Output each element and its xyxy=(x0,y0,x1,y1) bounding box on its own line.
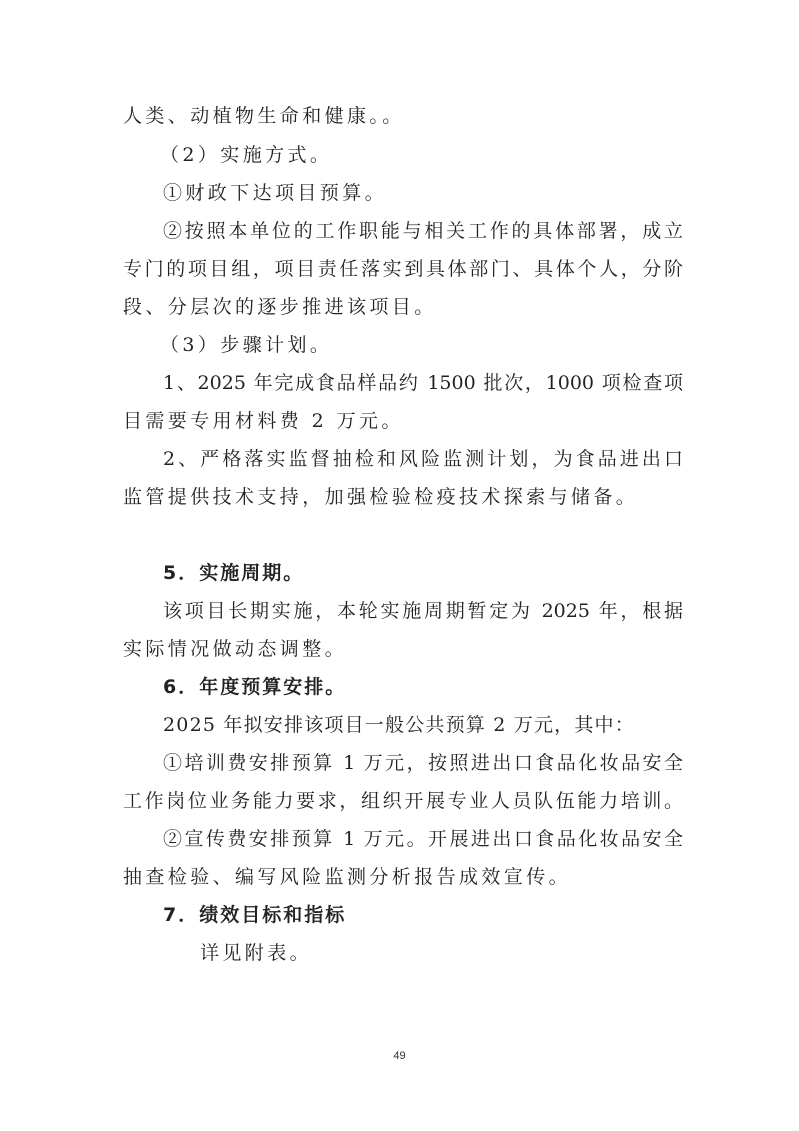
text-line: ②宣传费安排预算 1 万元。开展进出口食品化妆品安全 xyxy=(163,828,683,850)
text-line: ①财政下达项目预算。 xyxy=(163,182,388,204)
text-line: 段、分层次的逐步推进该项目。 xyxy=(123,296,437,318)
text-line: 详见附表。 xyxy=(200,942,313,964)
text-line: 监管提供技术支持，加强检验检疫技术探索与储备。 xyxy=(123,486,639,508)
text-line: 工作岗位业务能力要求，组织开展专业人员队伍能力培训。 xyxy=(123,790,683,812)
text-line: 抽查检验、编写风险监测分析报告成效宣传。 xyxy=(123,866,572,888)
subheading-step-plan: （3）步骤计划。 xyxy=(160,334,333,356)
section-heading-performance-targets: 7．绩效目标和指标 xyxy=(163,904,347,926)
text-line: 目需要专用材料费 2 万元。 xyxy=(123,410,404,432)
page-number: 49 xyxy=(393,1050,406,1062)
text-line: 实际情况做动态调整。 xyxy=(123,638,348,660)
text-line: 2025 年拟安排该项目一般公共预算 2 万元，其中： xyxy=(163,714,635,736)
text-line: 人类、动植物生命和健康。。 xyxy=(123,105,405,127)
section-heading-implementation-period: 5．实施周期。 xyxy=(163,562,305,584)
text-line: ②按照本单位的工作职能与相关工作的具体部署，成立 xyxy=(163,220,683,242)
text-line: 2、严格落实监督抽检和风险监测计划，为食品进出口 xyxy=(163,448,683,470)
subheading-implementation-method: （2）实施方式。 xyxy=(160,144,333,166)
section-heading-annual-budget: 6．年度预算安排。 xyxy=(163,676,347,698)
text-line: ①培训费安排预算 1 万元，按照进出口食品化妆品安全 xyxy=(163,752,683,774)
text-line: 该项目长期实施，本轮实施周期暂定为 2025 年，根据 xyxy=(163,600,683,622)
text-line: 1、2025 年完成食品样品约 1500 批次，1000 项检查项 xyxy=(163,372,683,394)
text-line: 专门的项目组，项目责任落实到具体部门、具体个人，分阶 xyxy=(123,258,683,280)
